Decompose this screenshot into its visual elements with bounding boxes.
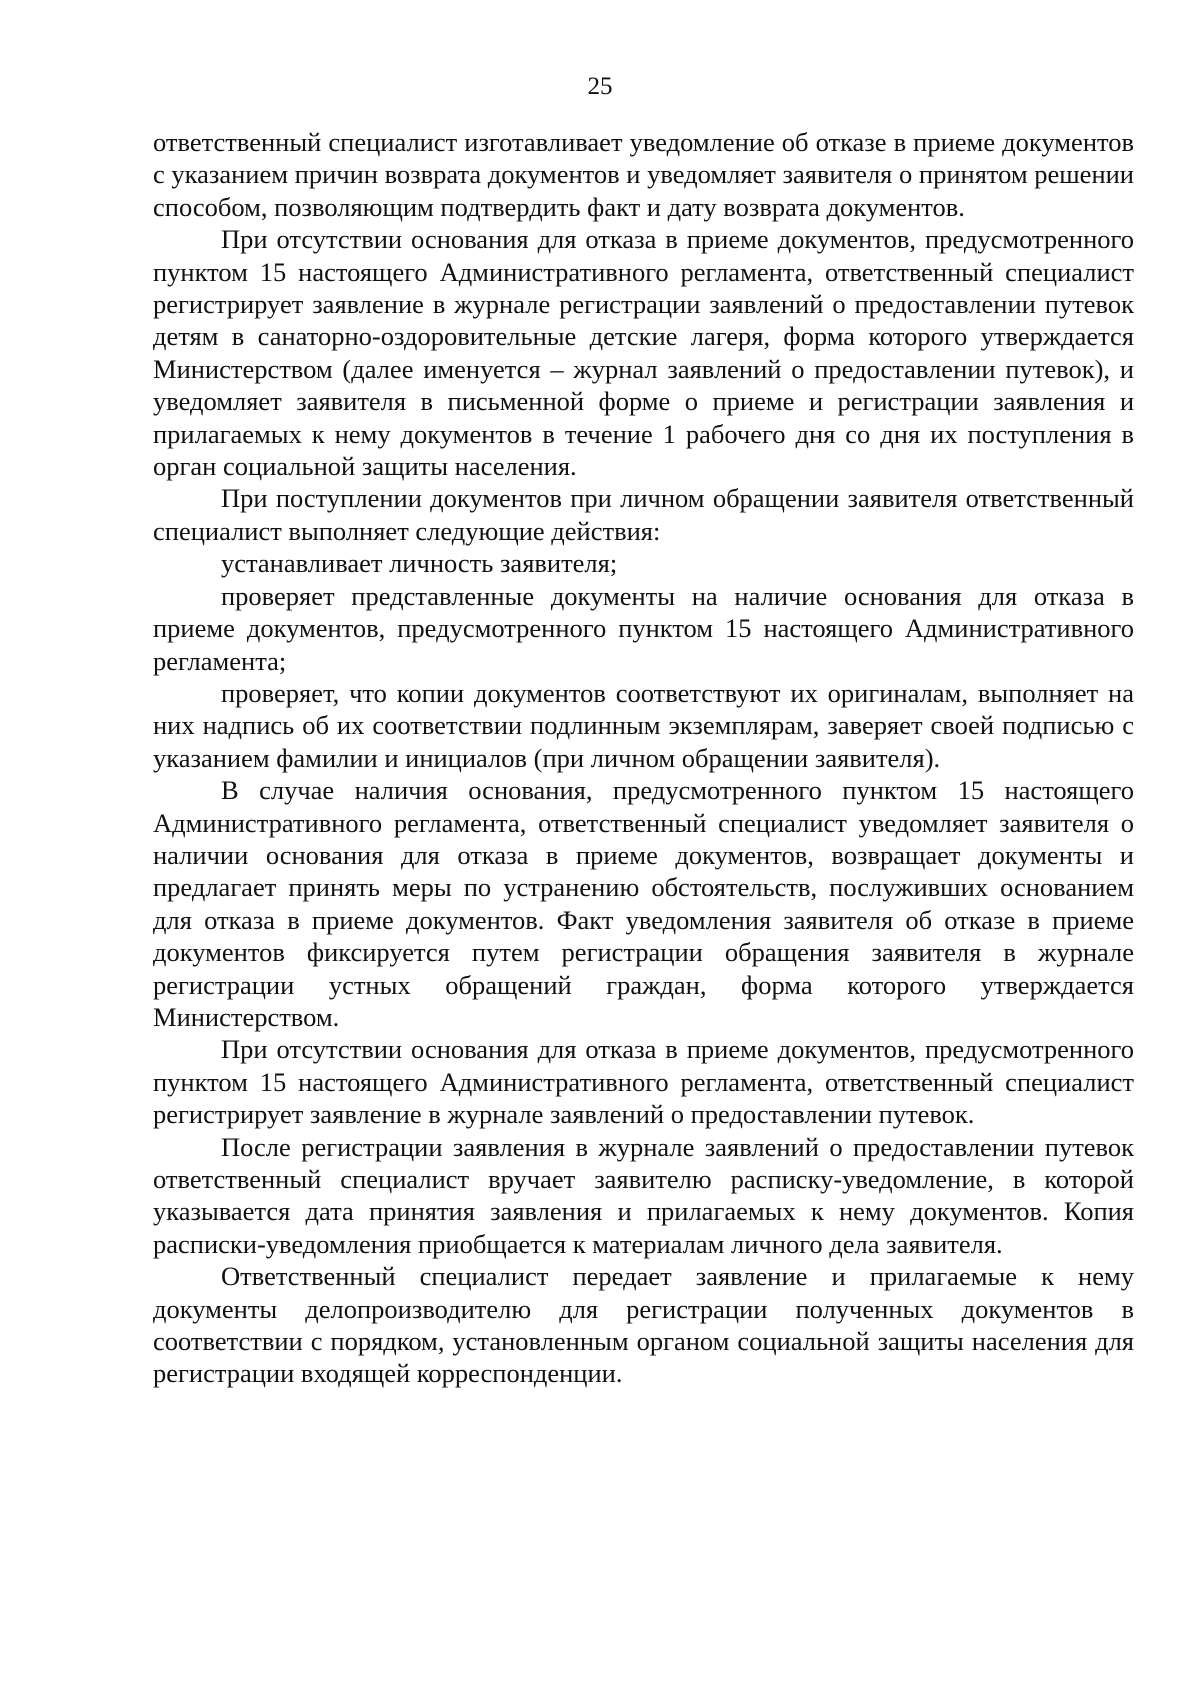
paragraph-5: проверяет представленные документы на наличие основания для отказа в приеме документов, предусмотренного пунктом 15 настоящего Административного регламента;	[153, 580, 1134, 676]
page-number: 25	[587, 73, 613, 100]
paragraph-8: При отсутствии основания для отказа в приеме документов, предусмотренного пунктом 15 настоящего Административного регламента, ответственный специалист регистрирует заявление в журнале заявлений о предоставлении путевок.	[153, 1034, 1134, 1130]
paragraph-10: Ответственный специалист передает заявление и прилагаемые к нему документы делопроизводителю для регистрации полученных документов в соответствии с порядком, установленным органом социальной защиты населения для регистрации входящей корреспонденции.	[153, 1261, 1134, 1389]
paragraph-4: устанавливает личность заявителя;	[221, 548, 618, 579]
paragraph-6: проверяет, что копии документов соответствуют их оригиналам, выполняет на них надпись об их соответствии подлинным экземплярам, заверяет своей подписью с указанием фамилии и инициалов (при личном обращении заявителя).	[153, 677, 1134, 773]
paragraph-7: В случае наличия основания, предусмотренного пунктом 15 настоящего Административного регламента, ответственный специалист уведомляет заявителя о наличии основания для отказа в приеме документов, возвращает документы и предлагает принять меры по устранению обстоятельств, послуживших основанием для отказа в приеме документов. Факт уведомления заявителя об отказе в приеме документов фиксируется путем регистрации обращения заявителя в журнале регистрации устных обращений граждан, форма которого утверждается Министерством.	[153, 775, 1134, 1032]
paragraph-2: При отсутствии основания для отказа в приеме документов, предусмотренного пунктом 15 настоящего Административного регламента, ответственный специалист регистрирует заявление в журнале регистрации заявлений о предоставлении путевок детям в санаторно-оздоровительные детские лагеря, форма которого утверждается Министерством (далее именуется – журнал заявлений о предоставлении путевок), и уведомляет заявителя в письменной форме о приеме и регистрации заявления и прилагаемых к нему документов в течение 1 рабочего дня со дня их поступления в орган социальной защиты населения.	[153, 224, 1134, 482]
paragraph-1: ответственный специалист изготавливает уведомление об отказе в приеме документов с указанием причин возврата документов и уведомляет заявителя о принятом решении способом, позволяющим подтвердить факт и дату возврата документов.	[153, 127, 1134, 222]
paragraph-9: После регистрации заявления в журнале заявлений о предоставлении путевок ответственный специалист вручает заявителю расписку-уведомление, в которой указывается дата принятия заявления и прилагаемых к нему документов. Копия расписки-уведомления приобщается к материалам личного дела заявителя.	[153, 1131, 1134, 1259]
document-body	[153, 126, 1134, 1390]
paragraph-3: При поступлении документов при личном обращении заявителя ответственный специалист выполняет следующие действия:	[153, 483, 1134, 546]
